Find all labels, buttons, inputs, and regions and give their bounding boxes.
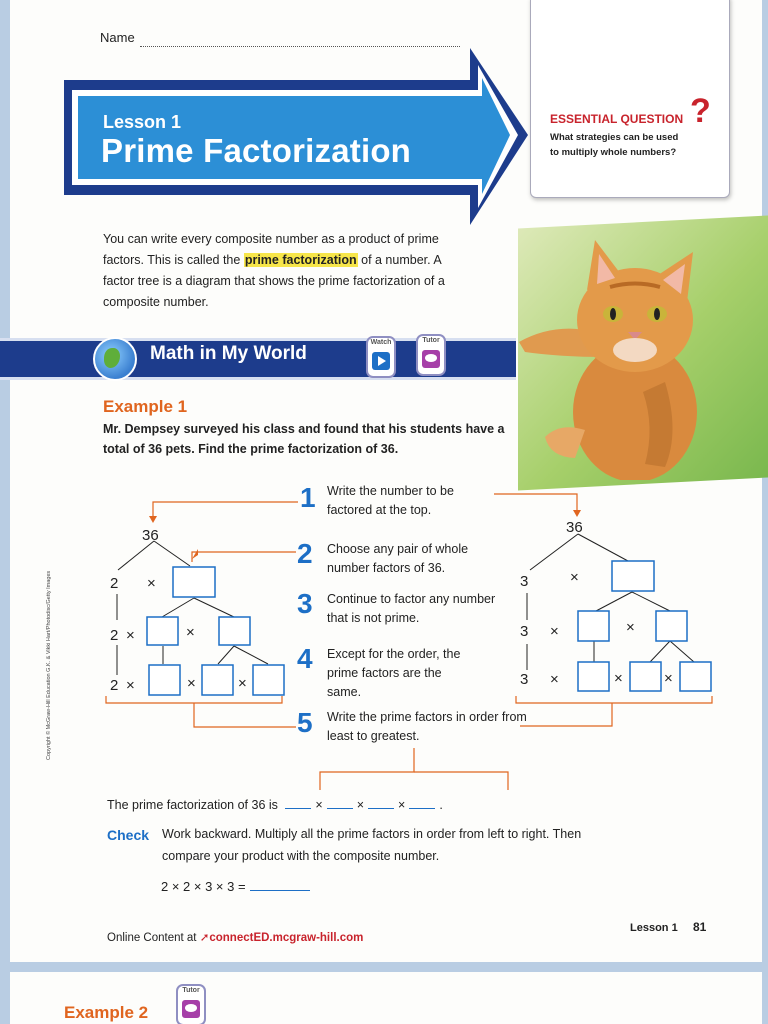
step-5-text: Write the prime factors in order from least to greatest. [327,710,527,743]
step-1-text: Write the number to be factored at the top. [327,484,454,517]
step-1-pointer-left [153,502,298,516]
step-1-pointer-right [494,494,577,510]
step-4-text: Except for the order, the prime factors are the same. [327,647,461,699]
answer-blank[interactable] [409,808,435,809]
answer-box [612,561,654,591]
product-expression: 2 × 2 × 3 × 3 = [161,879,246,894]
times-sign: × [187,675,196,692]
right-factor: 3 [520,573,529,590]
step-5-number: 5 [297,707,313,738]
example-1-text: Mr. Dempsey surveyed his class and found that his students have a total of 36 pets. Find the prime factorization of 36. [103,422,505,456]
tutor-button[interactable] [176,984,206,1024]
times-sign: × [550,671,559,688]
check-label: Check [107,827,150,843]
times-sign: × [126,677,135,694]
left-tree-root: 36 [142,527,159,544]
times-sign: × [664,670,673,687]
times-sign: × [356,798,365,812]
left-factor: 2 [110,677,119,694]
intro-text-before: You can write every composite number as a product of prime factors. This is called the [103,232,439,267]
times-sign: × [570,569,579,586]
prime-factorization-text: The prime factorization of 36 is [107,798,278,812]
answer-box [656,611,687,641]
product-equation [161,879,310,894]
answer-bracket-right [414,772,508,790]
answer-box [219,617,250,645]
answer-box [253,665,284,695]
answer-box [202,665,233,695]
answer-box [147,617,178,645]
step-3-text: Continue to factor any number that is not prime. [327,592,496,625]
highlighted-term: prime factorization [244,253,357,267]
check-text: Work backward. Multiply all the prime factors in order from left to right. Then compare your product with the composite number. [162,827,582,863]
question-mark-icon: ? [690,92,711,130]
step-3-number: 3 [297,588,313,619]
answer-blank[interactable] [285,808,311,809]
step-2-text: Choose any pair of whole number factors of 36. [327,542,469,575]
lesson-label: Lesson 1 [103,112,182,132]
times-sign: × [315,798,323,812]
example-1-title: Example 1 [103,397,188,416]
watch-label: Watch [370,339,392,346]
banner-title: Math in My World [150,343,307,364]
right-factor: 3 [520,623,529,640]
step-1-number: 1 [300,482,316,513]
chat-icon [182,1000,200,1018]
step-2-pointer [192,552,296,562]
name-label: Name [100,30,135,45]
answer-box [578,611,609,641]
cursor-icon: ➚ [199,932,210,944]
step-5-pointer-left [194,703,296,727]
right-factor: 3 [520,671,529,688]
connected-link[interactable]: connectED.mcgraw-hill.com [209,932,364,944]
step-2-number: 2 [297,538,313,569]
right-bracket [516,696,712,703]
product-blank[interactable] [250,890,310,891]
answer-bracket-left [320,748,414,790]
left-factor: 2 [110,627,119,644]
online-content-line [107,930,363,944]
times-sign: × [147,575,156,592]
prime-factorization-sentence: The prime factorization of 36 is × × × . [107,798,443,812]
answer-box [149,665,180,695]
left-factor: 2 [110,575,119,592]
intro-text-after: of a number. A factor tree is a diagram that shows the prime factorization of a composite number. [103,253,445,309]
page-number: 81 [693,920,707,934]
step-4-number: 4 [297,643,313,674]
tutor-label: Tutor [422,337,440,344]
right-tree-root: 36 [566,519,583,536]
online-content-label: Online Content at [107,932,197,944]
answer-box [680,662,711,691]
answer-blank[interactable] [368,808,394,809]
times-sign: × [238,675,247,692]
answer-blank[interactable] [327,808,353,809]
answer-box [630,662,661,691]
tutor-label: Tutor [182,987,200,994]
times-sign: × [626,619,635,636]
essential-question-title: ESSENTIAL QUESTION [550,112,684,126]
times-sign: × [550,623,559,640]
step-5-pointer-right [520,703,612,726]
example-2-title: Example 2 [64,1003,149,1022]
footer-lesson: Lesson 1 [630,922,678,934]
times-sign: × [398,798,406,812]
times-sign: × [186,624,195,641]
left-bracket [106,696,282,703]
copyright-text: Copyright © McGraw-Hill Education G.K. & Vikki Hart/Photodisc/Getty Images [46,570,52,760]
lesson-title: Prime Factorization [101,132,412,169]
answer-box [578,662,609,691]
answer-box [173,567,215,597]
essential-question-text: What strategies can be used to multiply whole numbers? [550,132,679,158]
times-sign: × [614,670,623,687]
times-sign: × [126,627,135,644]
